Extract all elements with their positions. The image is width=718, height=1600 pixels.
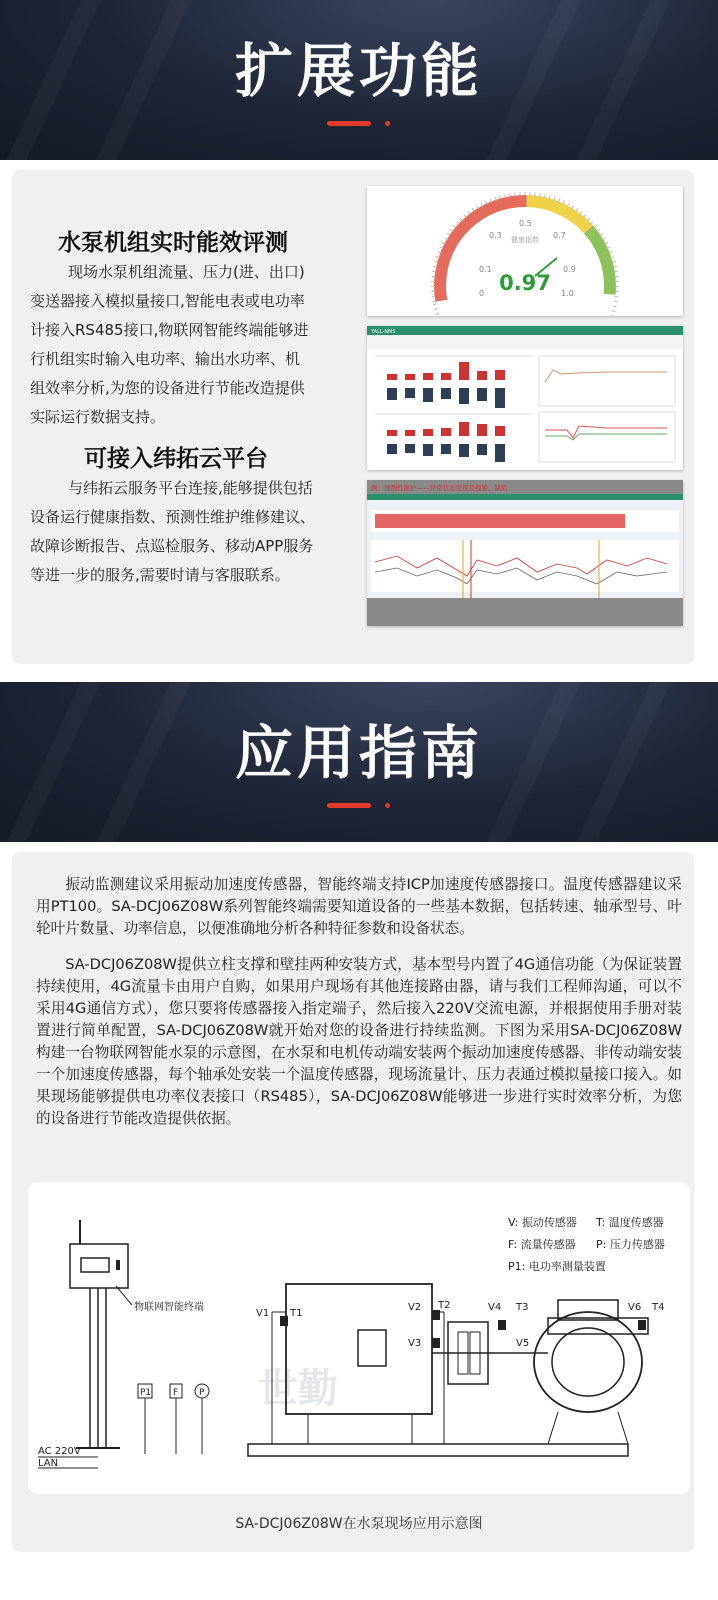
sensor-tag: V1 bbox=[256, 1308, 270, 1319]
gauge-tick: 0.1 bbox=[479, 265, 492, 274]
meter-tag: P bbox=[199, 1388, 205, 1398]
power-label: AC 220V bbox=[38, 1446, 81, 1457]
section-title: 应用指南 bbox=[234, 719, 483, 787]
maintenance-screenshot bbox=[367, 480, 683, 626]
watermark: 世勤 bbox=[258, 1366, 338, 1412]
legend-vibration: V: 振动传感器 bbox=[508, 1216, 577, 1229]
meter-tag: F bbox=[173, 1388, 179, 1398]
gauge-value: 0.97 bbox=[499, 271, 551, 295]
gauge-tick: 0.9 bbox=[563, 265, 576, 274]
sensor-tag: V6 bbox=[628, 1302, 642, 1313]
feature-text-efficiency: 现场水泵机组流量、压力(进、出口) 变送器接入模拟量接口,智能电表或电功率 计接入RS485接口,物联网智能终端能够进 行机组实时输入电功率、输出水功率、机 组效率分析,为您的设备进行节能改造提供 实际运行数据支持。 bbox=[30, 263, 309, 426]
sensor-tag: V5 bbox=[516, 1338, 530, 1349]
dashboard-logo: YALL-NMS bbox=[371, 329, 396, 335]
gauge-tick: 1.0 bbox=[561, 289, 574, 298]
sensor-tag: V2 bbox=[408, 1302, 422, 1313]
sensor-tag: T3 bbox=[516, 1302, 529, 1313]
sensor-tag: T4 bbox=[652, 1302, 665, 1313]
gauge-tick: 0.3 bbox=[489, 231, 502, 240]
sensor-tag: V3 bbox=[408, 1338, 422, 1349]
feature-text-cloud: 与纬拓云服务平台连接,能够提供包括 设备运行健康指数、预测性维护维修建议、 故障诊断报告、点巡检服务、移动APP服务 等进一步的服务,需要时请与客服联系。 bbox=[30, 479, 316, 584]
lan-label: LAN bbox=[38, 1458, 59, 1469]
pump-schematic-diagram bbox=[28, 1182, 690, 1494]
section-banner-extended-features bbox=[0, 0, 718, 160]
legend-temperature: T: 温度传感器 bbox=[596, 1216, 664, 1229]
sensor-tag: T2 bbox=[438, 1300, 451, 1311]
section-banner-application-guide bbox=[0, 682, 718, 842]
title-dot bbox=[385, 121, 390, 126]
gauge-tick: 0.7 bbox=[553, 231, 566, 240]
title-underline bbox=[327, 121, 371, 126]
diagram-caption: SA-DCJ06Z08W在水泵现场应用示意图 bbox=[235, 1516, 483, 1532]
sensor-tag: T1 bbox=[290, 1308, 303, 1319]
legend-power: P1: 电功率测量装置 bbox=[508, 1260, 606, 1273]
meter-tag: P1 bbox=[140, 1388, 152, 1398]
guide-paragraph: SA-DCJ06Z08W提供立柱支撑和壁挂两种安装方式，基本型号内置了4G通信功能（为保证装置持续使用，4G流量卡由用户自购，如果用户现场有其他连接路由器，请与我们工程师沟通，可以不采用4G通信方式），您只要将传感器接入指定端子，然后接入220V交流电源，并根据使用手册对装置进行简单配置，SA-DCJ06Z08W就开始对您的设备进行持续监测。下图为采用SA-DCJ06Z08W构建一台物联网智能水泵的示意图，在水泵和电机传动端安装两个振动加速度传感器、非传动端安装一个加速度传感器，每个轴承处安装一个温度传感器，现场流量计、压力表通过模拟量接口接入。如果现场能够提供电功率仪表接口（RS485），SA-DCJ06Z08W能够进一步进行实时效率分析，为您的设备进行节能改造提供依据。 bbox=[36, 956, 682, 1127]
title-dot bbox=[385, 803, 390, 808]
gauge-tick: 0 bbox=[479, 289, 485, 298]
guide-paragraph: 振动监测建议采用振动加速度传感器，智能终端支持ICP加速度传感器接口。温度传感器建议采用PT100。SA-DCJ06Z08W系列智能终端需要知道设备的一些基本数据，包括转速、轴承型号、叶轮叶片数量、功率信息，以便准确地分析各种特征参数和设备状态。 bbox=[36, 876, 682, 937]
section-title: 扩展功能 bbox=[234, 37, 483, 105]
gauge-label: 健康指数 bbox=[511, 236, 539, 244]
sensor-tag: V4 bbox=[488, 1302, 502, 1313]
terminal-label: 物联网智能终端 bbox=[134, 1302, 204, 1313]
feature-title-efficiency: 水泵机组实时能效评测 bbox=[58, 230, 288, 256]
legend-flow: F: 流量传感器 bbox=[508, 1238, 576, 1251]
title-underline bbox=[327, 803, 371, 808]
health-gauge-screenshot bbox=[367, 186, 683, 316]
health-gauge bbox=[367, 186, 683, 316]
legend-pressure: P: 压力传感器 bbox=[596, 1238, 665, 1251]
dashboard-screenshot bbox=[367, 326, 683, 470]
feature-title-cloud: 可接入纬拓云平台 bbox=[84, 446, 268, 472]
alert-text: 例：预测性维护——异常状态发现及报警，缺陷 bbox=[371, 484, 508, 492]
gauge-tick: 0.5 bbox=[519, 219, 532, 228]
